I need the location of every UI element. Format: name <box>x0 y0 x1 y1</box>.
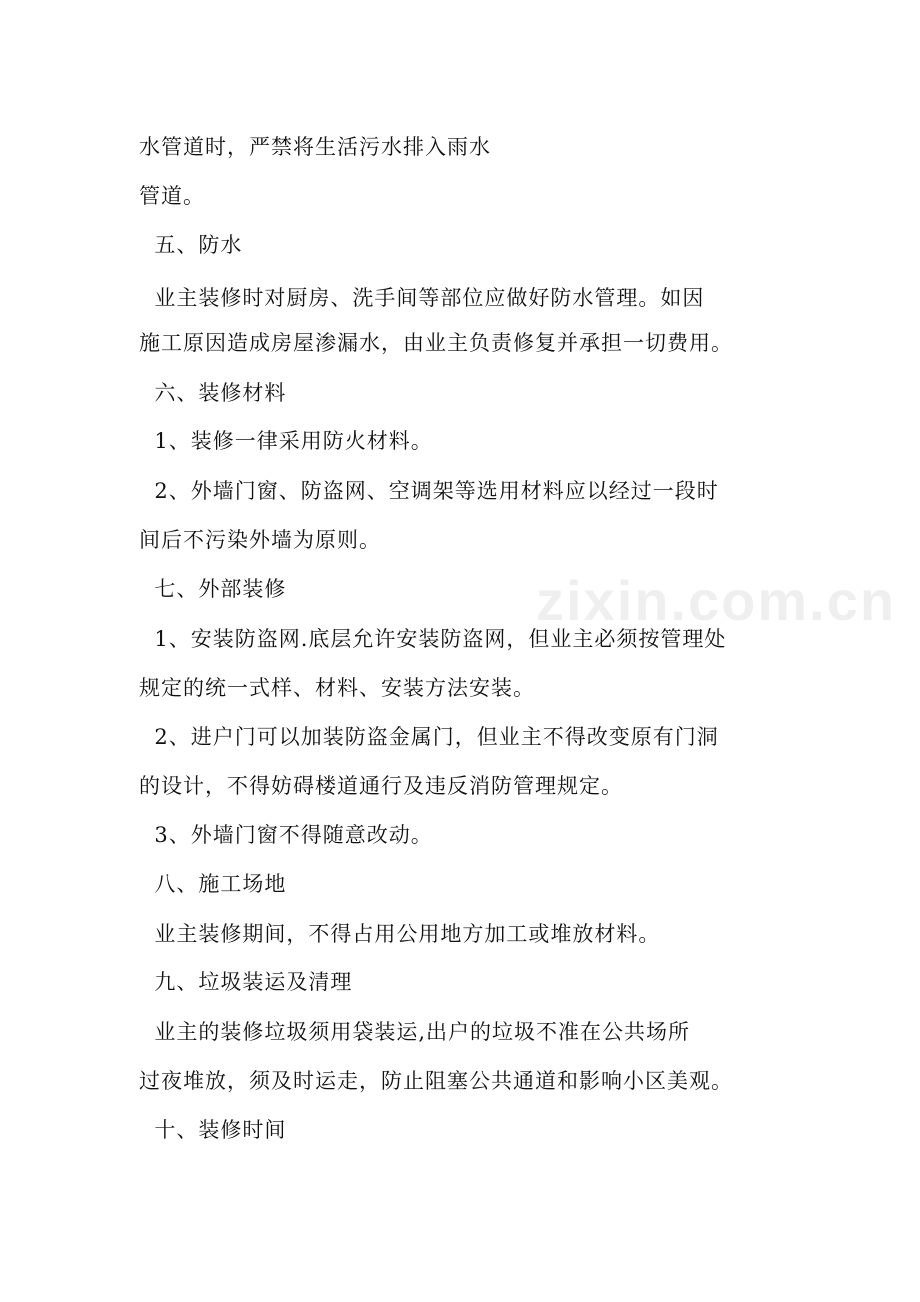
section-heading: 九、垃圾装运及清理 <box>139 970 353 994</box>
section-heading: 十、装修时间 <box>139 1118 287 1142</box>
text-line: 1、安装防盗网.底层允许安装防盗网，但业主必须按管理处 <box>139 627 727 651</box>
text-line: 施工原因造成房屋渗漏水，由业主负责修复并承担一切费用。 <box>139 331 733 355</box>
text-line: 业主的装修垃圾须用袋装运,出户的垃圾不准在公共场所 <box>139 1020 691 1044</box>
text-line: 规定的统一式样、材料、安装方法安装。 <box>139 676 535 700</box>
section-heading: 八、施工场地 <box>139 872 287 896</box>
section-heading: 六、装修材料 <box>139 381 287 405</box>
text-line: 间后不污染外墙为原则。 <box>139 528 381 552</box>
section-heading: 七、外部装修 <box>139 577 287 601</box>
text-line: 2、外墙门窗、防盗网、空调架等选用材料应以经过一段时 <box>139 479 719 503</box>
text-line: 水管道时，严禁将生活污水排入雨水 <box>139 135 491 159</box>
text-line: 的设计，不得妨碍楼道通行及违反消防管理规定。 <box>139 774 623 798</box>
text-line: 过夜堆放，须及时运走，防止阻塞公共通道和影响小区美观。 <box>139 1069 733 1093</box>
text-line: 管道。 <box>139 184 205 208</box>
text-line: 业主装修时对厨房、洗手间等部位应做好防水管理。如因 <box>139 286 705 310</box>
text-line: 3、外墙门窗不得随意改动。 <box>139 823 433 847</box>
text-line: 业主装修期间，不得占用公用地方加工或堆放材料。 <box>139 922 661 946</box>
text-line: 1、装修一律采用防火材料。 <box>139 429 433 453</box>
text-line: 2、进户门可以加装防盗金属门，但业主不得改变原有门洞 <box>139 725 719 749</box>
section-heading: 五、防水 <box>139 233 243 257</box>
watermark-text: zixin.com.cn <box>536 569 897 632</box>
